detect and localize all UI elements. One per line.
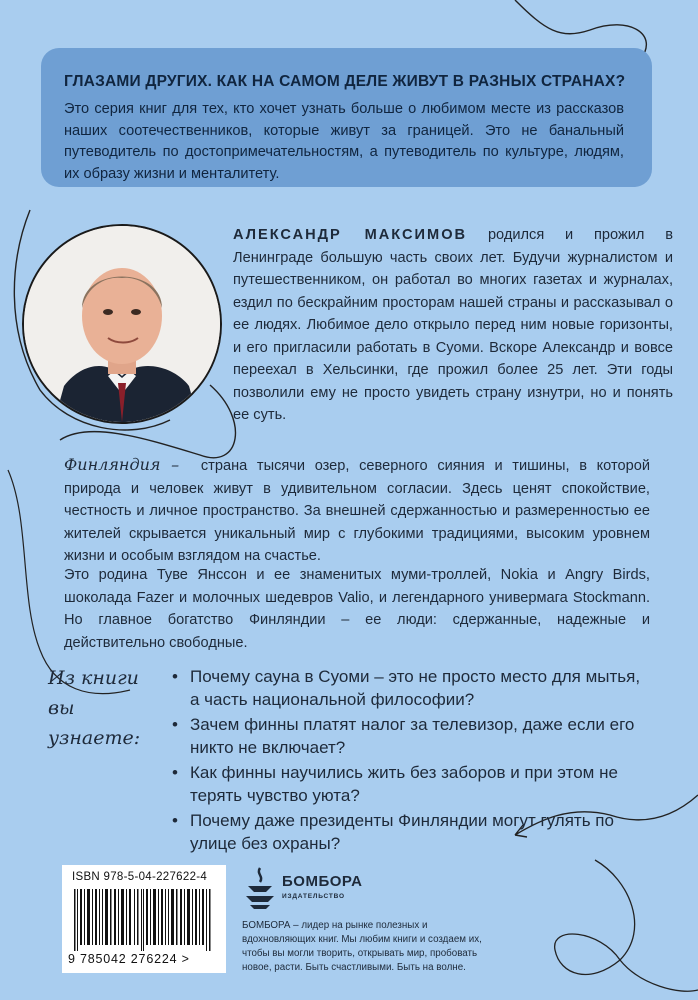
learn-label-line-2: вы узнаете: — [48, 697, 141, 749]
learn-label-line-1: Из книги — [48, 667, 139, 689]
question-item — [170, 810, 650, 855]
question-text: Как финны научились жить без заборов и при этом не терять чувство уюта? — [190, 763, 618, 805]
barcode-icon — [68, 889, 220, 951]
series-description: Это серия книг для тех, кто хочет узнать больше о любимом месте из рассказов наших соотечественников, которые живут за границей. Это не банальный путеводитель по достопримечательностям, а путеводитель по культуре, людям, их образу жизни и менталитету. — [64, 101, 624, 182]
question-text: Почему сауна в Суоми – это не просто место для мытья, а часть национальной философии? — [190, 667, 641, 709]
publisher-name: БОМБОРА — [282, 873, 363, 890]
question-text: Зачем финны платят налог за телевизор, даже если его никто не включает? — [190, 715, 635, 757]
isbn-barcode-box — [62, 865, 226, 973]
country-description — [64, 454, 650, 568]
bullet-icon: • — [172, 667, 178, 686]
questions-list — [170, 666, 650, 858]
question-item — [170, 666, 650, 711]
publisher-description: БОМБОРА – лидер на рынке полезных и вдохновляющих книг. Мы любим книги и создаем их, чтобы вы могли творить, открывать мир, пробовать новое, расти. Быть счастливыми. Быть на волне. — [242, 920, 482, 973]
learn-label — [48, 663, 168, 753]
series-title: ГЛАЗАМИ ДРУГИХ. КАК НА САМОМ ДЕЛЕ ЖИВУТ В РАЗНЫХ СТРАНАХ? — [64, 73, 626, 90]
bullet-icon: • — [172, 763, 178, 782]
isbn-label: ISBN 978-5-04-227622-4 — [72, 871, 208, 883]
bullet-icon: • — [172, 811, 178, 830]
publisher-subtitle: ИЗДАТЕЛЬСТВО — [282, 893, 345, 900]
author-name: АЛЕКСАНДР МАКСИМОВ — [233, 227, 468, 243]
author-bio — [233, 224, 673, 427]
author-photo-icon — [24, 226, 220, 422]
question-item — [170, 714, 650, 759]
country-paragraph-2: Это родина Туве Янссон и ее знаменитых муми-троллей, Nokia и Angry Birds, шоколада Fazer и молочных шедевров Valio, и легендарного универмага Stockmann. Но главное богатство Финляндии – ее люди: сдержанные, надежные и действительно свободные. — [64, 567, 650, 651]
country-paragraph-1: страна тысячи озер, северного сияния и тишины, в которой природа и человек живут в удивительном согласии. Здесь ценят спокойствие, честность и личное пространство. За внешней сдержанностью и размеренностью ее жителей скрывается уникальный мир с глубокими традициями, высоким уровнем жизни и особым взглядом на счастье. — [64, 458, 650, 564]
author-portrait — [22, 224, 222, 424]
question-text: Почему даже президенты Финляндии могут гулять по улице без охраны? — [190, 811, 614, 853]
country-name: Финляндия – — [64, 455, 180, 474]
question-item — [170, 762, 650, 807]
bombora-logo-icon — [242, 866, 278, 910]
isbn-digits: 9 785042 276224 > — [68, 952, 190, 966]
author-bio-text: родился и прожил в Ленинграде большую часть своих лет. Будучи журналистом и путешественником, он работал во многих газетах и журналах, ездил по бескрайним просторам нашей страны и рассказывал о ее людях. Любимое дело открыло перед ним новые горизонты, и его пригласили работать в Суоми. Вскоре Александр и вовсе переехал в Хельсинки, где прожил более 25 лет. Эти годы позволили ему не просто увидеть страну изнутри, но и понять ее суть. — [233, 227, 673, 423]
bullet-icon: • — [172, 715, 178, 734]
